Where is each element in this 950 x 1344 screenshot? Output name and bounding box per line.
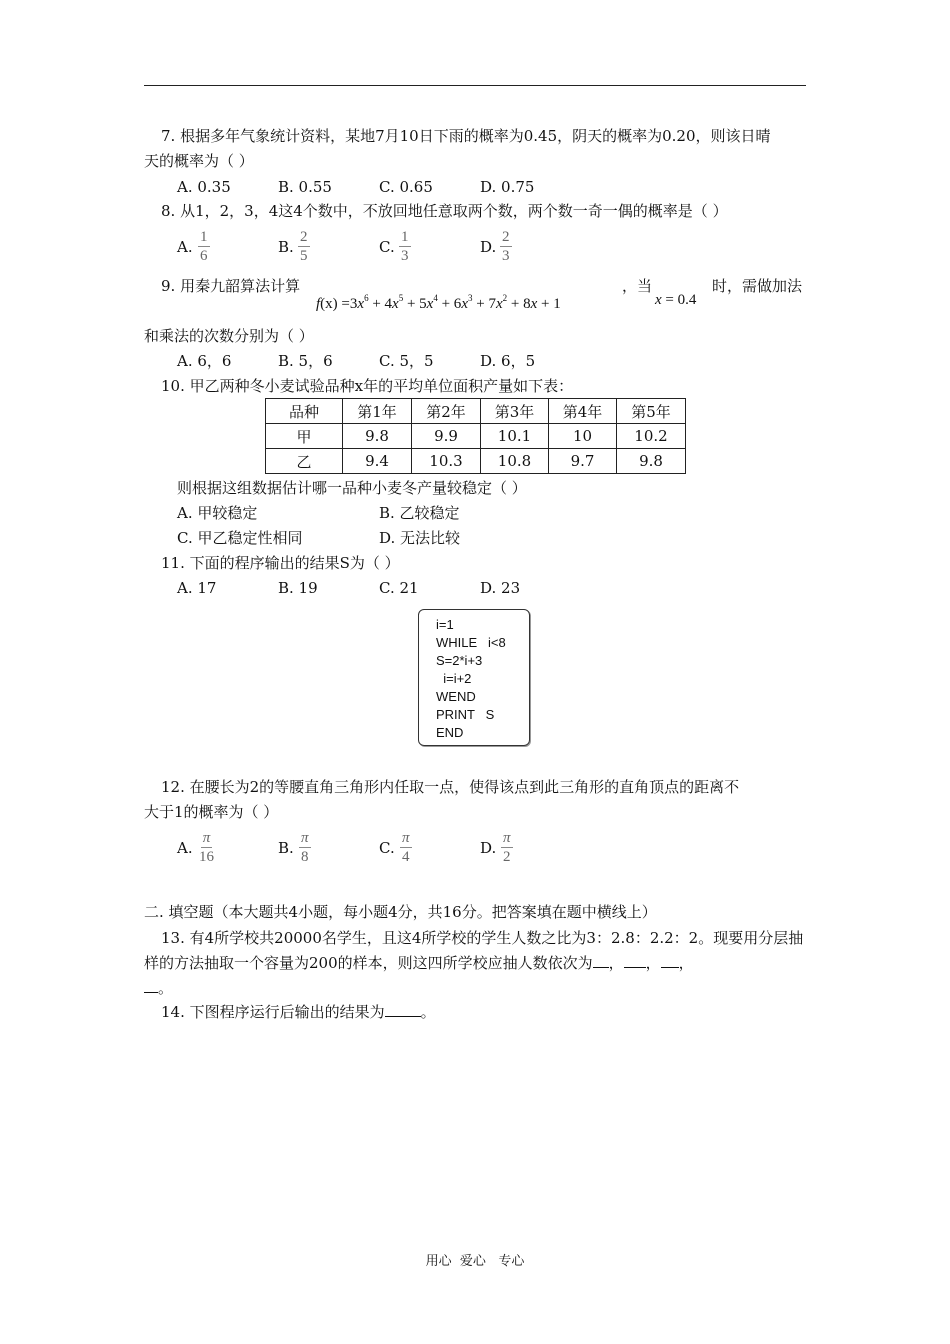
header-rule [144,85,806,86]
q9-formula: $f(x) =3x^6 + 4x^5 + 5x^4 + 6x^3 + 7x^2 + 8x + 1$ [316,293,561,312]
code-line: WHILE i<8 [436,635,506,650]
q12-option-c-fraction: $\frac{\pi}{4}$ [402,830,410,865]
q7-option-a: A. 0.35 [177,178,231,196]
answer-blank[interactable] [624,953,646,968]
answer-blank[interactable] [385,1002,421,1017]
code-line: S=2*i+3 [436,653,483,668]
q11-line1: 11. 下面的程序输出的结果S为（ ） [161,554,400,572]
q12-line1: 12. 在腰长为2的等腰直角三角形内任取一点，使得该点到此三角形的直角顶点的距离不 [161,778,740,796]
code-line: i=i+2 [436,671,472,686]
q9-prefix: 9. 用秦九韶算法计算 [161,277,301,295]
code-line: WEND [436,689,476,704]
q7-option-d: D. 0.75 [480,178,535,196]
page-footer: 用心 爱心 专心 [425,1254,525,1269]
q8-option-c-label: C. [379,238,395,256]
q13-line1: 13. 有4所学校共20000名学生，且这4所学校的学生人数之比为3：2.8：2.2：2。现要用分层抽 [161,929,804,947]
q8-option-b-label: B. [278,238,294,256]
table-cell: 9.9 [412,424,481,449]
q14-line1: 14. 下图程序运行后输出的结果为 。 [161,1003,436,1021]
q9-suffix: 时，需做加法 [712,277,803,295]
q9-option-a: A. 6，6 [177,352,232,370]
table-header-cell: 第3年 [481,399,549,424]
q8-option-b-fraction: $\frac{2}{5}$ [300,229,308,264]
q10-option-a: A. 甲较稳定 [177,504,258,522]
table-row [266,424,686,449]
q11-option-a: A. 17 [177,579,217,597]
answer-blank[interactable] [144,978,158,993]
q8-option-a-fraction: $\frac{1}{6}$ [200,229,208,264]
q12-option-d-fraction: $\frac{\pi}{2}$ [503,830,511,865]
table-header-row [266,399,686,424]
table-cell: 10.3 [412,449,481,474]
q7-line2: 天的概率为（ ） [144,152,254,170]
q12-option-c-label: C. [379,839,395,857]
q11-option-c: C. 21 [379,579,419,597]
q10-line2: 则根据这组数据估计哪一品种小麦冬产量较稳定（ ） [177,479,527,497]
q9-line2: 和乘法的次数分别为（ ） [144,327,314,345]
q10-option-c: C. 甲乙稳定性相同 [177,529,303,547]
table-cell: 乙 [266,449,343,474]
q10-line1: 10. 甲乙两种冬小麦试验品种x年的平均单位面积产量如下表： [161,377,574,395]
q13-line3: 。 [144,978,173,998]
q7-option-b: B. 0.55 [278,178,332,196]
q9-option-d: D. 6，5 [480,352,536,370]
q10-option-d: D. 无法比较 [379,529,461,547]
q10-option-b: B. 乙较稳定 [379,504,460,522]
table-cell: 9.4 [343,449,412,474]
q7-option-c: C. 0.65 [379,178,433,196]
yield-table [265,398,686,474]
q9-option-b: B. 5，6 [278,352,333,370]
table-header-cell: 第4年 [549,399,617,424]
q12-option-b-label: B. [278,839,294,857]
code-line: PRINT S [436,707,495,722]
q8-option-c-fraction: $\frac{1}{3}$ [401,229,409,264]
code-line: i=1 [436,617,454,632]
q9-when: ，当 [622,277,653,295]
q11-option-d: D. 23 [480,579,521,597]
q8-option-d-label: D. [480,238,497,256]
table-cell: 甲 [266,424,343,449]
code-line: END [436,725,464,740]
q12-line2: 大于1的概率为（ ） [144,803,279,821]
table-cell: 10 [549,424,617,449]
table-header-cell: 第1年 [343,399,412,424]
answer-blank[interactable] [593,953,609,968]
table-row [266,449,686,474]
q11-option-b: B. 19 [278,579,318,597]
q12-option-a-fraction: $\frac{\pi}{16}$ [199,830,214,865]
q12-option-b-fraction: $\frac{\pi}{8}$ [301,830,309,865]
table-header-cell: 第2年 [412,399,481,424]
table-cell: 9.8 [343,424,412,449]
q9-x-value: x = 0.4 [655,292,697,308]
table-cell: 10.1 [481,424,549,449]
q8-option-a-label: A. [177,238,193,256]
table-header-cell: 第5年 [617,399,686,424]
program-code-box [418,609,530,746]
q7-line1: 7. 根据多年气象统计资料，某地7月10日下雨的概率为0.45，阴天的概率为0.20，则该日晴 [161,127,771,145]
section2-heading: 二. 填空题（本大题共4小题，每小题4分，共16分。把答案填在题中横线上） [144,903,657,921]
answer-blank[interactable] [661,953,679,968]
q8-line1: 8. 从1，2，3，4这4个数中，不放回地任意取两个数，两个数一奇一偶的概率是（ ） [161,202,728,220]
q9-option-c: C. 5，5 [379,352,434,370]
table-header-cell: 品种 [266,399,343,424]
q8-option-d-fraction: $\frac{2}{3}$ [502,229,510,264]
table-cell: 10.8 [481,449,549,474]
q13-line2: 样的方法抽取一个容量为200的样本，则这四所学校应抽人数依次为 ， ， ， [144,954,694,972]
table-cell: 10.2 [617,424,686,449]
q12-option-d-label: D. [480,839,497,857]
q12-option-a-label: A. [177,839,193,857]
table-cell: 9.7 [549,449,617,474]
table-cell: 9.8 [617,449,686,474]
